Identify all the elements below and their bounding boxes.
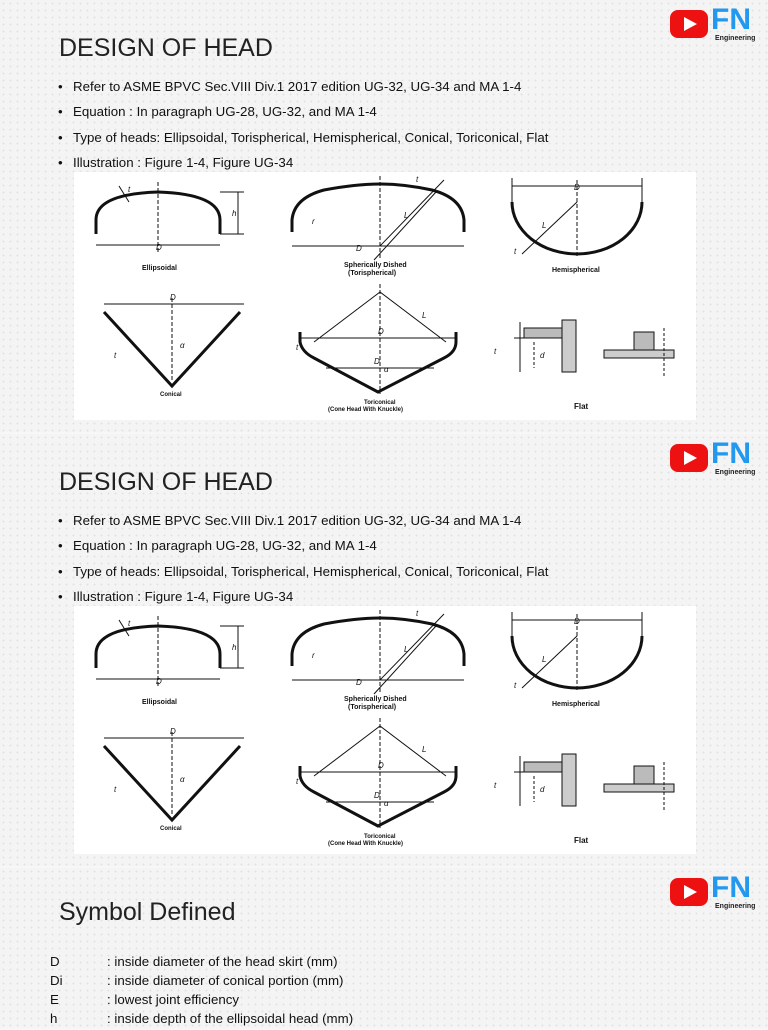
label-h: h [232,643,237,652]
label-t: t [514,681,517,690]
label-Di: D [374,791,380,800]
bullet-item: • Type of heads: Ellipsoidal, Torispherical, Hemispherical, Conical, Toriconical, Flat [58,129,548,154]
hemispherical-caption: Hemispherical [552,267,600,274]
label-L: L [404,645,409,654]
ellipsoidal-caption: Ellipsoidal [142,699,178,706]
label-t: t [128,185,131,194]
label-t: t [296,777,299,786]
label-h: h [232,209,237,218]
bullet-item: • Type of heads: Ellipsoidal, Torispherical, Hemispherical, Conical, Toriconical, Flat [58,563,548,588]
slide-1 [0,0,768,432]
slide-title: DESIGN OF HEAD [59,34,273,62]
head-types-figure [74,172,696,420]
conical-caption: Conical [160,392,182,398]
toriconical-head-drawing [296,284,456,413]
label-D: D [156,243,162,252]
symbol-definition: : inside depth of the ellipsoidal head (mm) [107,1011,354,1026]
symbol-definition: : lowest joint efficiency [107,992,240,1007]
symbol: D [50,954,60,969]
label-t: t [514,247,517,256]
label-t: t [114,785,117,794]
hemispherical-head-drawing [512,612,642,708]
symbol: h [50,1011,58,1026]
logo-brand: FN [711,871,751,904]
torispherical-caption-1: Spherically Dished [344,262,407,269]
label-D: D [378,761,384,770]
symbol-definition: : inside diameter of conical portion (mm) [107,973,344,988]
slide-2 [0,434,768,866]
label-alpha: α [180,775,185,784]
label-r: r [312,217,315,226]
label-t: t [416,609,419,618]
torispherical-head-drawing [292,609,464,711]
hemispherical-caption: Hemispherical [552,701,600,708]
label-D: D [574,617,580,626]
toriconical-caption-2: (Cone Head With Knuckle) [328,407,403,413]
symbol: Di [50,973,63,988]
ellipsoidal-caption: Ellipsoidal [142,265,178,272]
bullet-list [58,78,548,179]
bullet-item: • Equation : In paragraph UG-28, UG-32, and MA 1-4 [58,537,548,562]
conical-caption: Conical [160,826,182,832]
toriconical-caption-2: (Cone Head With Knuckle) [328,841,403,847]
label-t: t [128,619,131,628]
bullet-item: • Refer to ASME BPVC Sec.VIII Div.1 2017 edition UG-32, UG-34 and MA 1-4 [58,512,548,537]
youtube-play-icon [670,878,708,906]
label-L: L [422,311,427,320]
toriconical-caption-1: Toriconical [364,400,396,406]
bullet-item: • Equation : In paragraph UG-28, UG-32, and MA 1-4 [58,103,548,128]
fn-engineering-logo[interactable] [670,871,762,914]
label-t: t [114,351,117,360]
torispherical-caption-1: Spherically Dished [344,696,407,703]
label-L: L [542,221,547,230]
logo-brand: FN [711,437,751,470]
label-alpha: α [384,365,389,374]
symbol: E [50,992,59,1007]
torispherical-caption-2: (Torispherical) [348,270,397,277]
slide-title: DESIGN OF HEAD [59,468,273,496]
conical-head-drawing [104,293,244,398]
toriconical-head-drawing [296,718,456,847]
bullet-item: • Illustration : Figure 1-4, Figure UG-34 [58,588,548,613]
flat-caption: Flat [574,836,589,845]
youtube-play-icon [670,10,708,38]
conical-head-drawing [104,727,244,832]
logo-brand: FN [711,3,751,36]
torispherical-caption-2: (Torispherical) [348,704,397,711]
ellipsoidal-head-drawing [96,616,244,706]
logo-subtitle: Engineering [715,469,756,476]
ellipsoidal-head-drawing [96,182,244,272]
label-D: D [356,678,362,687]
label-D: D [378,327,384,336]
label-t: t [416,175,419,184]
fn-engineering-logo[interactable] [670,437,762,480]
label-t: t [494,781,497,790]
slide-3 [0,868,768,1028]
label-r: r [312,651,315,660]
flat-caption: Flat [574,402,589,411]
torispherical-head-drawing [292,175,464,277]
logo-subtitle: Engineering [715,35,756,42]
label-L: L [404,211,409,220]
head-types-figure [74,606,696,854]
hemispherical-head-drawing [512,178,642,274]
label-t: t [296,343,299,352]
flat-head-drawing [494,320,674,411]
label-d: d [540,785,545,794]
bullet-item: • Illustration : Figure 1-4, Figure UG-34 [58,154,548,179]
label-D: D [156,677,162,686]
label-d: d [540,351,545,360]
label-D: D [356,244,362,253]
section-title: Symbol Defined [59,898,236,926]
toriconical-caption-1: Toriconical [364,834,396,840]
youtube-play-icon [670,444,708,472]
label-alpha: α [180,341,185,350]
label-Di: D [374,357,380,366]
label-D: D [170,727,176,736]
bullet-item: • Refer to ASME BPVC Sec.VIII Div.1 2017 edition UG-32, UG-34 and MA 1-4 [58,78,548,103]
symbol-definition: : inside diameter of the head skirt (mm) [107,954,338,969]
label-alpha: α [384,799,389,808]
label-L: L [422,745,427,754]
label-D: D [574,183,580,192]
bullet-list [58,512,548,613]
label-D: D [170,293,176,302]
flat-head-drawing [494,754,674,845]
label-L: L [542,655,547,664]
fn-engineering-logo[interactable] [670,3,762,46]
logo-subtitle: Engineering [715,903,756,910]
label-t: t [494,347,497,356]
